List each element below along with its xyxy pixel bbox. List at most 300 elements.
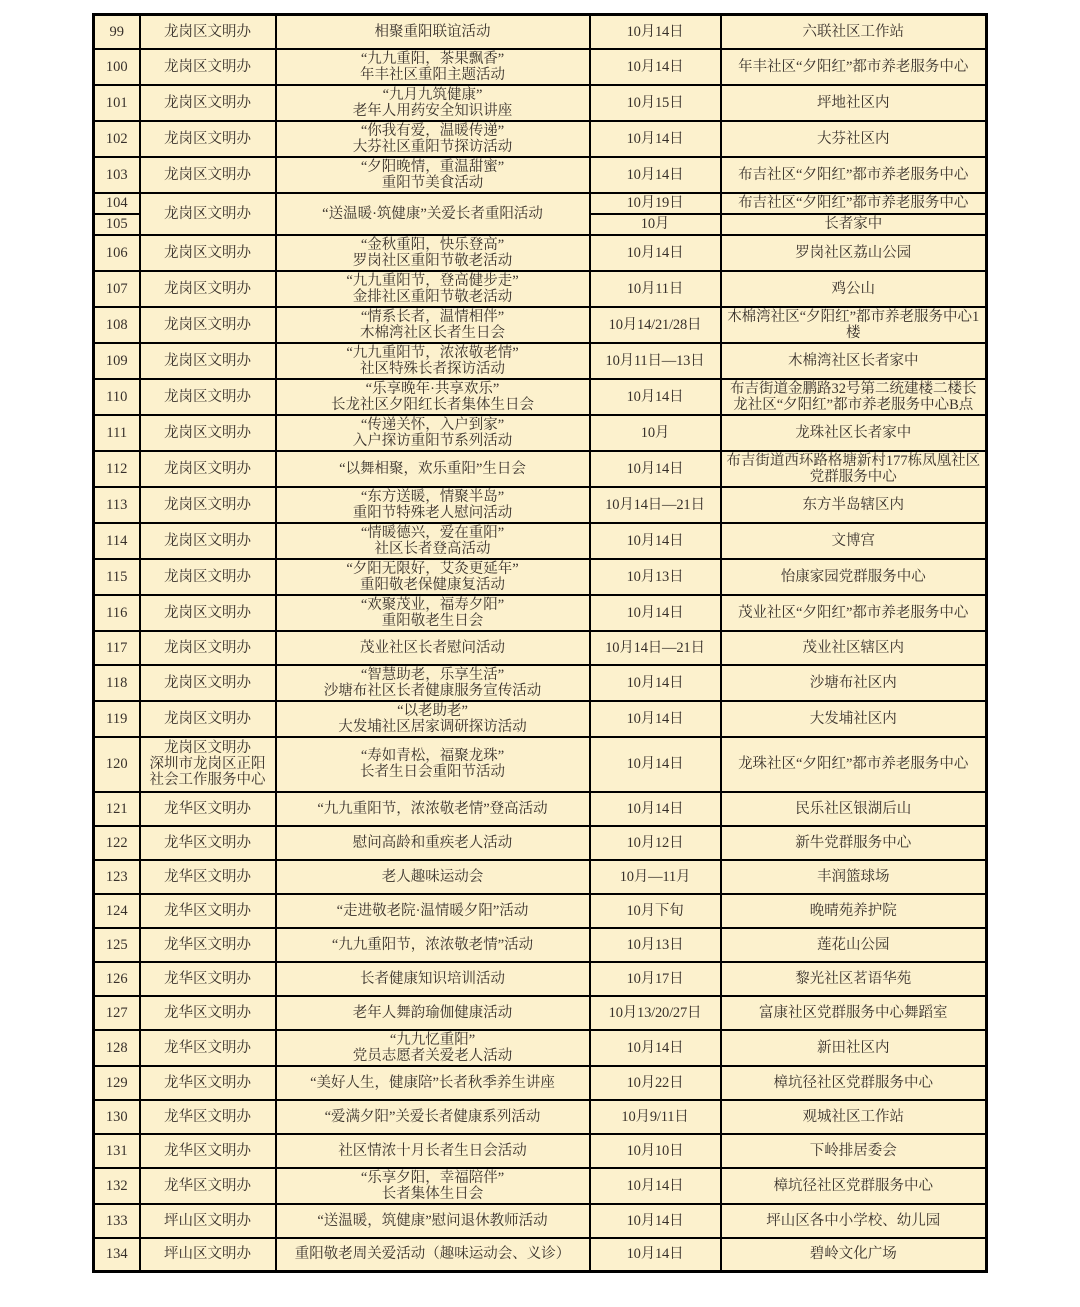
cell-date — [590, 487, 721, 523]
cell-num-text: 102 — [105, 130, 128, 147]
cell-org — [140, 928, 276, 962]
cell-org — [140, 826, 276, 860]
cell-activity-text: 入户探访重阳节系列活动 — [352, 432, 513, 449]
table-row — [94, 928, 987, 962]
cell-org-text: 龙岗区文明办 — [164, 674, 251, 691]
cell-date — [590, 523, 721, 559]
cell-activity-text: 重阳节特殊老人慰问活动 — [352, 504, 513, 521]
cell-org-text: 龙岗区文明办 — [164, 58, 251, 75]
cell-loc-text: 丰润篮球场 — [817, 868, 890, 885]
activity-table-body — [94, 15, 987, 1272]
cell-org — [140, 415, 276, 451]
cell-org — [140, 85, 276, 121]
cell-loc-text: 文博宫 — [831, 532, 875, 549]
cell-date — [590, 451, 721, 487]
cell-org — [140, 1066, 276, 1100]
cell-activity-text: “送温暖·筑健康”关爱长者重阳活动 — [322, 205, 543, 222]
cell-activity-text: 木棉湾社区长者生日会 — [360, 324, 505, 341]
table-row — [94, 307, 987, 343]
table-row — [94, 792, 987, 826]
cell-loc-text: 沙塘布社区内 — [809, 674, 897, 691]
cell-activity — [276, 631, 590, 665]
cell-loc — [721, 792, 987, 826]
cell-date — [590, 307, 721, 343]
cell-num — [94, 214, 140, 235]
cell-loc-text: 茂业社区辖区内 — [802, 639, 904, 656]
cell-date-text: 10月14日 — [626, 388, 684, 405]
cell-org — [140, 1030, 276, 1066]
cell-activity-text: “爱满夕阳”关爱长者健康系列活动 — [324, 1108, 541, 1125]
cell-org-text: 龙岗区文明办 — [164, 604, 251, 621]
cell-activity-text: “智慧助老，乐享生活” — [360, 666, 505, 683]
cell-date — [590, 1066, 721, 1100]
cell-activity — [276, 826, 590, 860]
cell-activity — [276, 1134, 590, 1168]
cell-num-text: 123 — [105, 868, 128, 885]
cell-loc — [721, 928, 987, 962]
cell-date-text: 10月14日 — [626, 23, 684, 40]
cell-num — [94, 665, 140, 701]
cell-date-text: 10月14日 — [626, 1212, 684, 1229]
cell-org-text: 龙华区文明办 — [164, 834, 251, 851]
cell-loc-text: 木棉湾社区长者家中 — [788, 352, 919, 369]
cell-num — [94, 962, 140, 996]
cell-num-text: 107 — [105, 280, 128, 297]
cell-org-text: 深圳市龙岗区正阳社会工作服务中心 — [149, 756, 266, 788]
cell-org-text: 龙华区文明办 — [164, 970, 251, 987]
cell-org — [140, 737, 276, 792]
cell-loc-text: 布吉社区“夕阳红”都市养老服务中心 — [738, 195, 969, 211]
cell-date-text: 10月14日 — [626, 460, 684, 477]
cell-date-text: 10月13日 — [626, 568, 684, 585]
cell-activity-text: 茂业社区长者慰问活动 — [360, 639, 505, 656]
table-row — [94, 559, 987, 595]
cell-org-text: 龙华区文明办 — [164, 1074, 251, 1091]
cell-loc — [721, 559, 987, 595]
cell-num-text: 103 — [105, 166, 128, 183]
cell-loc-text: 鸡公山 — [831, 280, 875, 297]
cell-activity — [276, 1066, 590, 1100]
cell-num — [94, 121, 140, 157]
cell-num-text: 133 — [105, 1212, 128, 1229]
cell-date — [590, 996, 721, 1030]
cell-num — [94, 379, 140, 415]
cell-activity-text: “东方送暖，情聚半岛” — [360, 488, 505, 505]
cell-loc-text: 新田社区内 — [817, 1039, 890, 1056]
cell-num — [94, 451, 140, 487]
cell-activity-text: 社区长者登高活动 — [374, 540, 491, 557]
cell-num-text: 130 — [105, 1108, 128, 1125]
table-row — [94, 379, 987, 415]
cell-num-text: 128 — [105, 1039, 128, 1056]
cell-date-text: 10月15日 — [626, 94, 684, 111]
cell-org-text: 龙华区文明办 — [164, 902, 251, 919]
cell-org-text: 龙岗区文明办 — [164, 23, 251, 40]
table-row — [94, 15, 987, 49]
table-row — [94, 235, 987, 271]
cell-date-text: 10月14日—21日 — [605, 639, 705, 656]
cell-num-text: 110 — [106, 388, 128, 405]
cell-num-text: 114 — [106, 532, 128, 549]
cell-activity — [276, 157, 590, 193]
cell-date — [590, 193, 721, 214]
cell-org-text: 龙岗区文明办 — [164, 740, 251, 756]
cell-loc — [721, 1100, 987, 1134]
cell-date — [590, 85, 721, 121]
cell-date — [590, 792, 721, 826]
cell-num — [94, 595, 140, 631]
cell-loc-text: 长者家中 — [824, 216, 883, 232]
cell-activity-text: “乐享晚年·共享欢乐” — [365, 380, 500, 397]
cell-loc — [721, 415, 987, 451]
cell-activity — [276, 559, 590, 595]
table-row — [94, 1030, 987, 1066]
cell-activity-text: 大发埔社区居家调研探访活动 — [338, 718, 527, 735]
cell-org — [140, 235, 276, 271]
cell-activity-text: “走进敬老院·温情暖夕阳”活动 — [336, 902, 529, 919]
cell-num — [94, 996, 140, 1030]
cell-loc-text: 木棉湾社区“夕阳红”都市养老服务中心1楼 — [727, 308, 980, 341]
cell-activity-text: “情系长者，温情相伴” — [360, 308, 505, 325]
cell-org-text: 龙岗区文明办 — [164, 316, 251, 333]
cell-loc — [721, 307, 987, 343]
cell-activity-text: “欢聚茂业，福寿夕阳” — [360, 596, 505, 613]
cell-activity — [276, 737, 590, 792]
cell-activity — [276, 487, 590, 523]
cell-num — [94, 343, 140, 379]
cell-loc-text: 龙珠社区长者家中 — [795, 424, 912, 441]
cell-date-text: 10月14日 — [626, 674, 684, 691]
cell-num-text: 132 — [105, 1177, 128, 1194]
cell-loc-text: 布吉街道金鹏路32号第二统建楼二楼长龙社区“夕阳红”都市养老服务中心B点 — [730, 380, 977, 413]
cell-loc — [721, 595, 987, 631]
cell-date-text: 10月14日—21日 — [605, 496, 705, 513]
table-row — [94, 631, 987, 665]
cell-org — [140, 49, 276, 85]
cell-activity — [276, 792, 590, 826]
cell-num — [94, 1204, 140, 1238]
cell-num-text: 127 — [105, 1004, 128, 1021]
cell-loc-text: 布吉街道西环路格塘新村177栋凤凰社区党群服务中心 — [726, 452, 981, 485]
cell-activity-text: 社区情浓十月长者生日会活动 — [338, 1142, 527, 1159]
cell-loc — [721, 1204, 987, 1238]
cell-activity — [276, 701, 590, 737]
cell-org-text: 龙岗区文明办 — [164, 166, 251, 183]
cell-loc — [721, 996, 987, 1030]
table-row — [94, 1204, 987, 1238]
cell-loc — [721, 701, 987, 737]
cell-org-text: 龙岗区文明办 — [164, 710, 251, 727]
cell-loc-text: 民乐社区银湖后山 — [795, 800, 912, 817]
table-row — [94, 737, 987, 792]
cell-activity-text: 大芬社区重阳节探访活动 — [352, 138, 513, 155]
cell-num — [94, 271, 140, 307]
cell-activity — [276, 85, 590, 121]
cell-org-text: 龙华区文明办 — [164, 1108, 251, 1125]
cell-loc — [721, 271, 987, 307]
cell-org-text: 龙岗区文明办 — [164, 424, 251, 441]
cell-loc — [721, 235, 987, 271]
cell-activity — [276, 1100, 590, 1134]
cell-date-text: 10月12日 — [626, 834, 684, 851]
cell-loc — [721, 523, 987, 559]
cell-date — [590, 121, 721, 157]
cell-activity-text: 沙塘布社区长者健康服务宣传活动 — [323, 682, 542, 699]
table-row — [94, 85, 987, 121]
cell-activity-text: 老年人用药安全知识讲座 — [352, 102, 513, 119]
cell-org-text: 龙岗区文明办 — [164, 639, 251, 656]
cell-activity — [276, 1204, 590, 1238]
cell-num — [94, 15, 140, 49]
table-row — [94, 343, 987, 379]
cell-activity — [276, 928, 590, 962]
table-row — [94, 701, 987, 737]
cell-loc — [721, 487, 987, 523]
cell-date — [590, 737, 721, 792]
cell-date — [590, 894, 721, 928]
cell-loc — [721, 860, 987, 894]
cell-loc-text: 龙珠社区“夕阳红”都市养老服务中心 — [738, 756, 969, 772]
cell-activity-text: “九九忆重阳” — [389, 1031, 476, 1048]
cell-loc-text: 樟坑径社区党群服务中心 — [773, 1074, 933, 1091]
cell-loc-text: 新牛党群服务中心 — [795, 834, 912, 851]
cell-loc — [721, 1134, 987, 1168]
cell-num-text: 117 — [106, 639, 128, 656]
cell-activity-text: “夕阳无限好，艾灸更延年” — [346, 560, 519, 577]
cell-org-text: 龙岗区文明办 — [164, 352, 251, 369]
cell-num-text: 108 — [105, 316, 128, 333]
cell-num — [94, 1134, 140, 1168]
cell-org-text: 龙岗区文明办 — [164, 244, 251, 261]
cell-date-text: 10月13日 — [626, 936, 684, 953]
cell-num — [94, 415, 140, 451]
cell-activity-text: 重阳节美食活动 — [381, 174, 484, 191]
cell-num-text: 115 — [106, 568, 128, 585]
cell-activity-text: 党员志愿者关爱老人活动 — [352, 1047, 513, 1064]
table-row — [94, 487, 987, 523]
table-row — [94, 665, 987, 701]
cell-activity-text: “金秋重阳，快乐登高” — [360, 236, 505, 253]
cell-activity-text: “以老助老” — [397, 702, 468, 719]
cell-num-text: 119 — [106, 710, 128, 727]
cell-activity-text: “送温暖，筑健康”慰问退休教师活动 — [317, 1212, 548, 1229]
cell-date-text: 10月14日 — [626, 756, 684, 772]
cell-org — [140, 1204, 276, 1238]
cell-org — [140, 1238, 276, 1272]
cell-date-text: 10月14日 — [626, 1246, 684, 1263]
cell-activity-text: “九月九筑健康” — [382, 86, 483, 103]
cell-org-text: 龙华区文明办 — [164, 1177, 251, 1194]
cell-num-text: 126 — [105, 970, 128, 987]
cell-loc-text: 莲花山公园 — [817, 936, 890, 953]
cell-activity — [276, 595, 590, 631]
cell-date-text: 10月14日 — [626, 604, 684, 621]
cell-org-text: 龙华区文明办 — [164, 1142, 251, 1159]
cell-loc — [721, 121, 987, 157]
cell-num-text: 105 — [105, 216, 128, 232]
cell-activity-text: 长者生日会重阳节活动 — [360, 764, 505, 780]
cell-org-text: 龙华区文明办 — [164, 936, 251, 953]
cell-date-text: 10月14日 — [626, 1177, 684, 1194]
cell-loc — [721, 962, 987, 996]
cell-activity — [276, 860, 590, 894]
table-row — [94, 996, 987, 1030]
cell-activity — [276, 307, 590, 343]
cell-num — [94, 193, 140, 214]
cell-date-text: 10月14日 — [626, 58, 684, 75]
cell-activity — [276, 1030, 590, 1066]
cell-org-text: 龙岗区文明办 — [164, 130, 251, 147]
cell-org — [140, 343, 276, 379]
cell-activity — [276, 996, 590, 1030]
cell-activity — [276, 1168, 590, 1204]
cell-activity-text: 金排社区重阳节敬老活动 — [352, 288, 513, 305]
cell-num — [94, 523, 140, 559]
cell-org-text: 龙华区文明办 — [164, 1039, 251, 1056]
cell-loc — [721, 1238, 987, 1272]
document-page — [0, 13, 1080, 1307]
cell-num-text: 131 — [105, 1142, 128, 1159]
cell-date-text: 10月14日 — [626, 166, 684, 183]
cell-activity-text: “你我有爱，温暖传递” — [360, 122, 505, 139]
cell-date-text: 10月—11月 — [619, 868, 691, 885]
cell-date — [590, 1168, 721, 1204]
cell-activity — [276, 235, 590, 271]
cell-date-text: 10月13/20/27日 — [608, 1004, 702, 1021]
cell-loc — [721, 85, 987, 121]
cell-org — [140, 487, 276, 523]
activity-schedule-table — [92, 13, 988, 1273]
cell-activity-text: 老人趣味运动会 — [381, 868, 484, 885]
cell-activity-text: “九九重阳节，浓浓敬老情”登高活动 — [317, 800, 548, 817]
cell-date-text: 10月下旬 — [626, 902, 684, 919]
cell-date — [590, 826, 721, 860]
cell-activity — [276, 665, 590, 701]
cell-activity-text: 罗岗社区重阳节敬老活动 — [352, 252, 513, 269]
cell-date-text: 10月11日—13日 — [605, 352, 705, 369]
cell-loc — [721, 1066, 987, 1100]
cell-loc — [721, 1168, 987, 1204]
cell-num-text: 118 — [106, 674, 128, 691]
cell-num-text: 109 — [105, 352, 128, 369]
cell-org-text: 坪山区文明办 — [164, 1246, 251, 1263]
cell-date-text: 10月11日 — [626, 280, 684, 297]
table-row — [94, 826, 987, 860]
cell-loc-text: 东方半岛辖区内 — [802, 496, 904, 513]
cell-date — [590, 701, 721, 737]
cell-org — [140, 701, 276, 737]
cell-date — [590, 415, 721, 451]
cell-date — [590, 1204, 721, 1238]
cell-activity-text: “以舞相聚，欢乐重阳”生日会 — [339, 460, 526, 477]
cell-num — [94, 894, 140, 928]
table-row — [94, 523, 987, 559]
cell-num-text: 124 — [105, 902, 128, 919]
cell-date-text: 10月19日 — [626, 195, 684, 211]
cell-num-text: 125 — [105, 936, 128, 953]
cell-loc-text: 樟坑径社区党群服务中心 — [773, 1177, 933, 1194]
cell-activity-text: “夕阳晚情，重温甜蜜” — [360, 158, 505, 175]
cell-date-text: 10月14日 — [626, 130, 684, 147]
cell-activity-text: 长者健康知识培训活动 — [360, 970, 505, 987]
table-row — [94, 1134, 987, 1168]
cell-date-text: 10月14日 — [626, 710, 684, 727]
cell-org-text: 龙岗区文明办 — [164, 568, 251, 585]
cell-num — [94, 85, 140, 121]
cell-activity-text: 慰问高龄和重疾老人活动 — [352, 834, 513, 851]
cell-loc-text: 坪地社区内 — [817, 94, 890, 111]
cell-activity — [276, 121, 590, 157]
cell-loc — [721, 49, 987, 85]
cell-activity-text: “九九重阳节，浓浓敬老情” — [346, 344, 519, 361]
cell-org — [140, 860, 276, 894]
cell-num-text: 113 — [106, 496, 128, 513]
cell-loc — [721, 214, 987, 235]
cell-org-text: 龙华区文明办 — [164, 800, 251, 817]
cell-loc — [721, 379, 987, 415]
cell-org-text: 龙岗区文明办 — [164, 388, 251, 405]
cell-date — [590, 379, 721, 415]
cell-loc-text: 大芬社区内 — [817, 130, 890, 147]
cell-loc-text: 怡康家园党群服务中心 — [780, 568, 926, 585]
cell-activity-text: “九九重阳，茶果飘香” — [360, 50, 505, 67]
cell-date — [590, 962, 721, 996]
cell-org-text: 坪山区文明办 — [164, 1212, 251, 1229]
cell-loc — [721, 193, 987, 214]
cell-loc-text: 黎光社区茗语华苑 — [795, 970, 912, 987]
cell-org-text: 龙岗区文明办 — [164, 280, 251, 297]
cell-num-text: 121 — [105, 800, 128, 817]
cell-org — [140, 451, 276, 487]
cell-date — [590, 1100, 721, 1134]
cell-activity-text: “寿如青松，福聚龙珠” — [360, 748, 505, 764]
cell-org — [140, 523, 276, 559]
cell-org — [140, 894, 276, 928]
cell-num — [94, 1168, 140, 1204]
cell-activity-text: “美好人生，健康陪”长者秋季养生讲座 — [310, 1074, 555, 1091]
cell-date — [590, 1134, 721, 1168]
cell-num-text: 120 — [105, 756, 128, 772]
cell-num — [94, 1066, 140, 1100]
cell-org — [140, 1168, 276, 1204]
cell-date-text: 10月17日 — [626, 970, 684, 987]
cell-org-text: 龙岗区文明办 — [164, 460, 251, 477]
cell-org-text: 龙华区文明办 — [164, 1004, 251, 1021]
table-row — [94, 860, 987, 894]
cell-org — [140, 792, 276, 826]
cell-date-text: 10月14日 — [626, 532, 684, 549]
cell-loc — [721, 631, 987, 665]
cell-date-text: 10月14日 — [626, 1039, 684, 1056]
cell-num-text: 111 — [106, 424, 128, 441]
cell-date-text: 10月14日 — [626, 244, 684, 261]
cell-org-text: 龙华区文明办 — [164, 868, 251, 885]
cell-date — [590, 860, 721, 894]
cell-loc — [721, 451, 987, 487]
cell-num — [94, 701, 140, 737]
cell-loc-text: 茂业社区“夕阳红”都市养老服务中心 — [738, 604, 969, 621]
table-row — [94, 271, 987, 307]
cell-org — [140, 665, 276, 701]
cell-num-text: 101 — [105, 94, 128, 111]
table-row — [94, 1168, 987, 1204]
cell-num-text: 104 — [105, 195, 128, 211]
cell-activity — [276, 343, 590, 379]
cell-date-text: 10月10日 — [626, 1142, 684, 1159]
cell-num-text: 106 — [105, 244, 128, 261]
cell-org — [140, 157, 276, 193]
cell-activity — [276, 894, 590, 928]
